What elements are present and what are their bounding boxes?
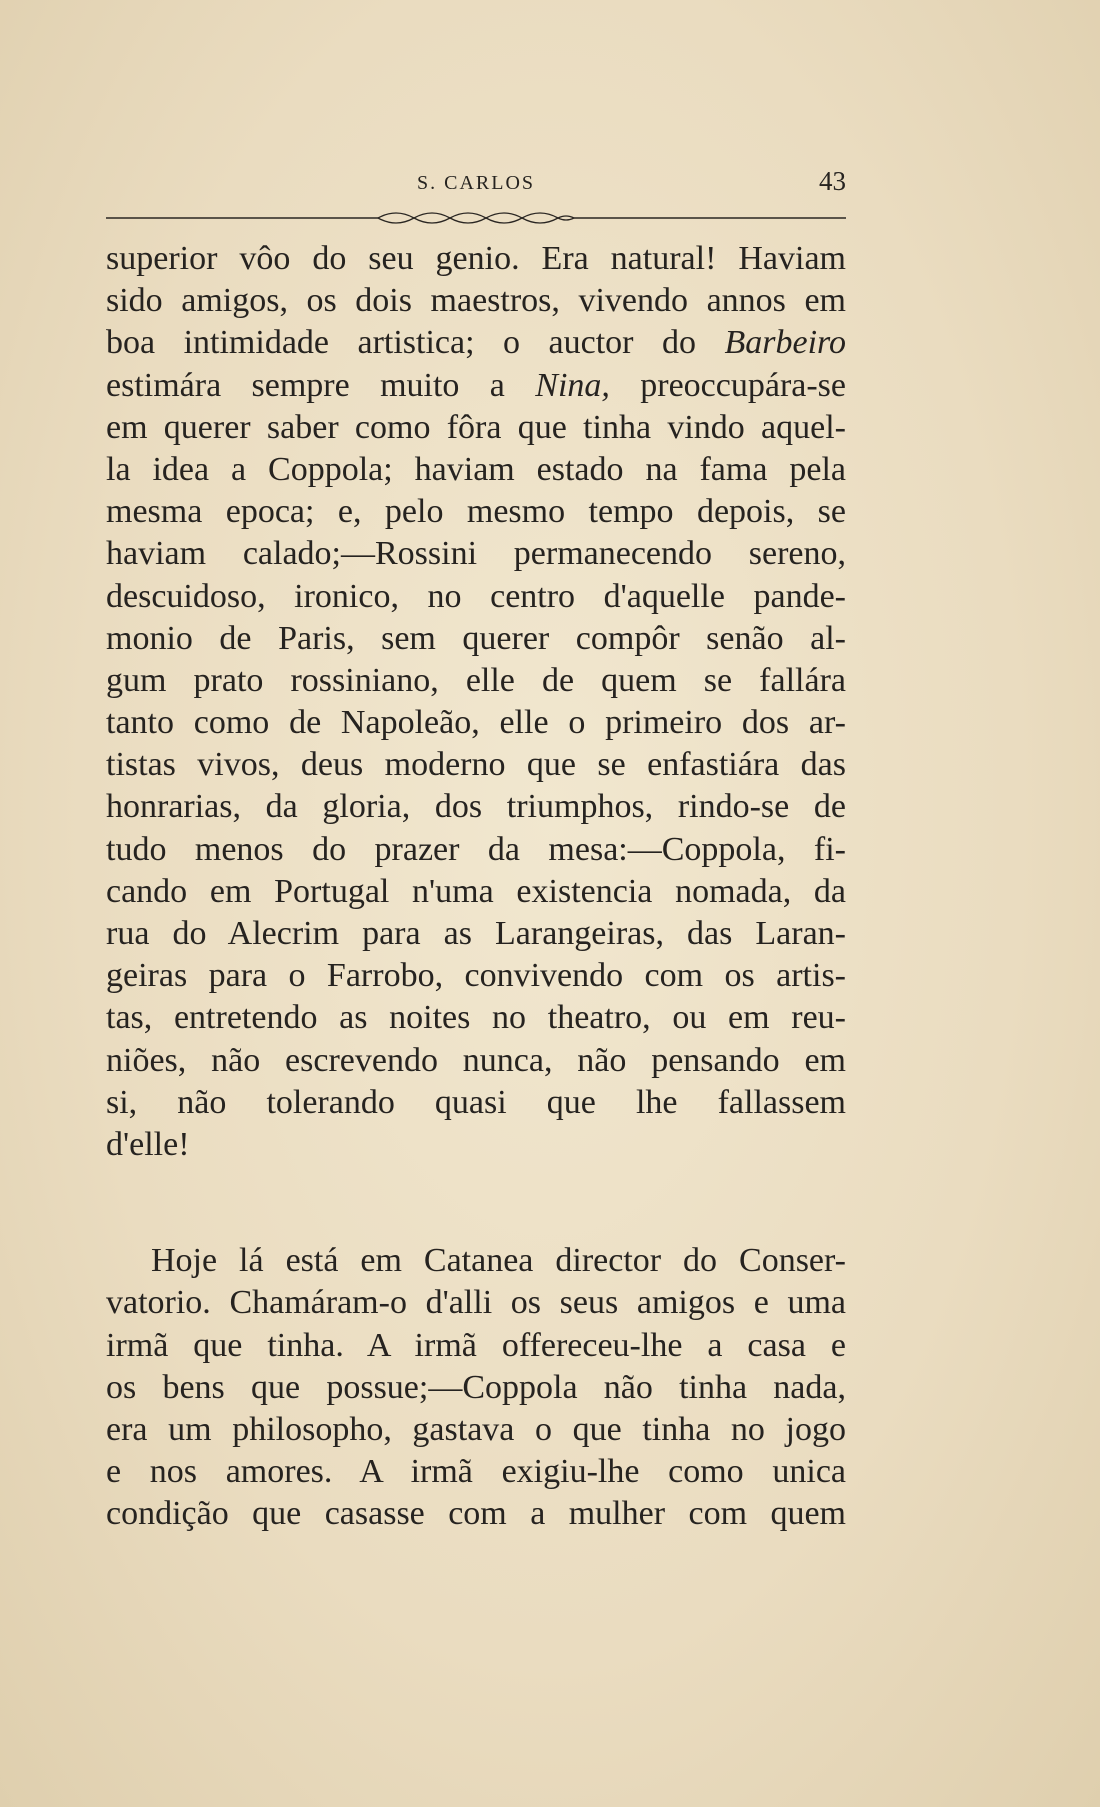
text-line: tistas vivos, deus moderno que se enfastiára das <box>106 746 846 784</box>
text-line: vatorio. Chamáram-o d'alli os seus amigos e uma <box>106 1284 846 1322</box>
text-line: e nos amores. A irmã exigiu-lhe como unica <box>106 1453 846 1491</box>
text-line: geiras para o Farrobo, convivendo com os artis- <box>106 957 846 995</box>
italic-title: Barbeiro <box>724 324 846 362</box>
paragraph-gap <box>106 1166 846 1240</box>
text-line: cando em Portugal n'uma existencia nomada, da <box>106 872 846 910</box>
text-line: Hoje lá está em Catanea director do Conser- <box>151 1242 846 1280</box>
text-line: em querer saber como fôra que tinha vindo aquel- <box>106 408 846 446</box>
text-line <box>106 322 846 364</box>
paragraph-1 <box>106 238 846 1166</box>
text-line: mesma epoca; e, pelo mesmo tempo depois, se <box>106 493 846 531</box>
running-head: S. CARLOS <box>416 172 536 194</box>
text-line: irmã que tinha. A irmã offereceu-lhe a casa e <box>106 1326 846 1364</box>
paragraph-2 <box>106 1240 846 1535</box>
text-line: la idea a Coppola; haviam estado na fama pela <box>106 450 846 488</box>
page-header <box>106 166 846 206</box>
text-line: monio de Paris, sem querer compôr senão al- <box>106 619 846 657</box>
italic-name: Nina, <box>535 366 610 404</box>
text-line: condição que casasse com a mulher com quem <box>106 1495 846 1533</box>
text-line: os bens que possue;—Coppola não tinha nada, <box>106 1368 846 1406</box>
page-number: 43 <box>819 166 846 196</box>
text-line: gum prato rossiniano, elle de quem se fallára <box>106 661 846 699</box>
text-line: d'elle! <box>106 1125 190 1163</box>
text-segment: preoccupára-se <box>609 366 846 404</box>
text-line: tas, entretendo as noites no theatro, ou em reu- <box>106 999 846 1037</box>
text-segment: boa intimidade artistica; o auctor do <box>106 324 725 362</box>
text-line: sido amigos, os dois maestros, vivendo annos em <box>106 282 846 320</box>
text-line: niões, não escrevendo nunca, não pensando em <box>106 1041 846 1079</box>
text-line: descuidoso, ironico, no centro d'aquelle pande- <box>106 577 846 615</box>
ornamental-rule <box>106 208 846 228</box>
text-line: honrarias, da gloria, dos triumphos, rindo-se de <box>106 788 846 826</box>
text-line: rua do Alecrim para as Larangeiras, das Laran- <box>106 915 846 952</box>
text-line: haviam calado;—Rossini permanecendo sereno, <box>106 535 846 573</box>
text-line: tanto como de Napoleão, elle o primeiro dos ar- <box>106 704 846 742</box>
text-line: era um philosopho, gastava o que tinha no jogo <box>106 1410 846 1448</box>
text-line: superior vôo do seu genio. Era natural! Haviam <box>106 240 846 277</box>
text-line <box>106 365 846 407</box>
text-line: si, não tolerando quasi que lhe fallassem <box>106 1083 846 1121</box>
text-line: tudo menos do prazer da mesa:—Coppola, fi- <box>106 830 846 868</box>
text-segment: estimára sempre muito a <box>106 366 536 404</box>
body-text <box>106 238 846 1535</box>
